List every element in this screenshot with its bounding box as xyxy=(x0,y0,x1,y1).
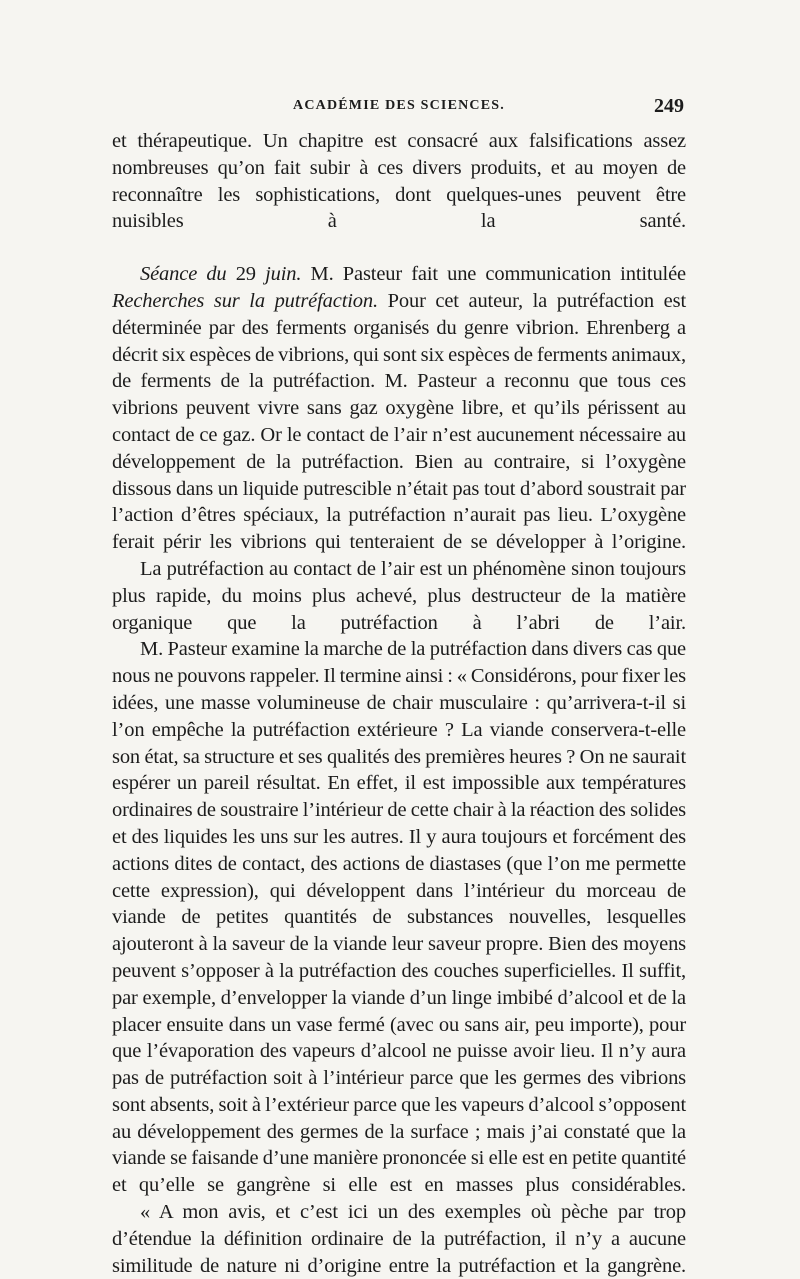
session-prefix: Séance du xyxy=(140,263,227,286)
running-head-title: ACADÉMIE DES SCIENCES. xyxy=(293,98,505,113)
paragraph-text-before-title: M. Pasteur fait une communication intitulée xyxy=(301,263,686,286)
paragraph-pasteur-examines xyxy=(112,636,686,1199)
body-text xyxy=(112,128,686,1279)
paragraph-text: et thérapeutique. Un chapitre est consacré aux falsifications assez nombreuses qu’on fait subir à ces divers produits, et au moyen de reconnaître les sophistications, dont quelques-unes peuvent être nuisibles à la santé. xyxy=(112,130,686,233)
paragraph-gangrene xyxy=(112,1199,686,1279)
session-month: juin. xyxy=(265,263,302,286)
paragraph-text-after-title: Pour cet auteur, la putréfaction est déterminée par des ferments organisés du genre vibrion. Ehrenberg a décrit six espèces de vibrions, qui sont six espèces de ferments animaux, de ferments de la putréfaction. M. Pasteur a reconnu que tous ces vibrions peuvent vivre sans gaz oxygène libre, et qu’ils périssent au contact de ce gaz. Or le contact de l’air n’est aucunement nécessaire au développement de la putréfaction. Bien au contraire, si l’oxygène dissous dans un liquide putrescible n’était pas tout d’abord soustrait par l’action d’êtres spéciaux, la putréfaction n’aurait pas lieu. L’oxygène ferait périr les vibrions qui tenteraient de se développer à l’origine. xyxy=(112,289,687,554)
paragraph-seance-29-juin xyxy=(112,261,686,556)
communication-title: Recherches sur la putréfaction. xyxy=(112,289,378,312)
page-number: 249 xyxy=(654,95,684,117)
paragraph-air-putrefaction xyxy=(112,556,686,636)
paragraph-text: « A mon avis, et c’est ici un des exemples où pèche par trop d’étendue la définition ordinaire de la putréfaction, il n’y a aucune similitude de nature ni d’origine entre la putréfaction et la gangrène. xyxy=(112,1201,686,1277)
running-header xyxy=(112,95,686,126)
paragraph-text: M. Pasteur examine la marche de la putréfaction dans divers cas que nous ne pouvons rappeler. Il termine ainsi : « Considérons, pour fixer les idées, une masse volumineuse de chair musculaire : qu’arrivera-t-il si l’on empêche la putréfaction extérieure ? La viande conservera-t-elle son état, sa structure et ses qualités des premières heures ? On ne saurait espérer un pareil résultat. En effet, il est impossible aux températures ordinaires de soustraire l’intérieur de cette chair à la réaction des solides et des liquides les uns sur les autres. Il y aura toujours et forcément des actions dites de contact, des actions de diastases (que l’on me permette cette expression), qui développent dans l’intérieur du morceau de viande de petites quantités de substances nouvelles, lesquelles ajouteront à la saveur de la viande leur saveur propre. Bien des moyens peuvent s’opposer à la putréfaction des couches superficielles. Il suffit, par exemple, d’envelopper la viande d’un linge imbibé d’alcool et de la placer ensuite dans un vase fermé (avec ou sans air, peu importe), pour que l’évaporation des vapeurs d’alcool ne puisse avoir lieu. Il n’y aura pas de putréfaction soit à l’intérieur parce que les germes des vibrions sont absents, soit à l’extérieur parce que les vapeurs d’alcool s’opposent au développement des germes de la surface ; mais j’ai constaté que la viande se faisande d’une manière prononcée si elle est en petite quantité et qu’elle se gangrène si elle est en masses plus considérables. xyxy=(112,638,686,1197)
document-page xyxy=(112,95,687,1279)
paragraph-therapeutics xyxy=(112,128,686,235)
session-day: 29 xyxy=(235,263,256,286)
paragraph-text: La putréfaction au contact de l’air est un phénomène sinon toujours plus rapide, du moins plus achevé, plus destructeur de la matière organique que la putréfaction à l’abri de l’air. xyxy=(112,557,686,634)
